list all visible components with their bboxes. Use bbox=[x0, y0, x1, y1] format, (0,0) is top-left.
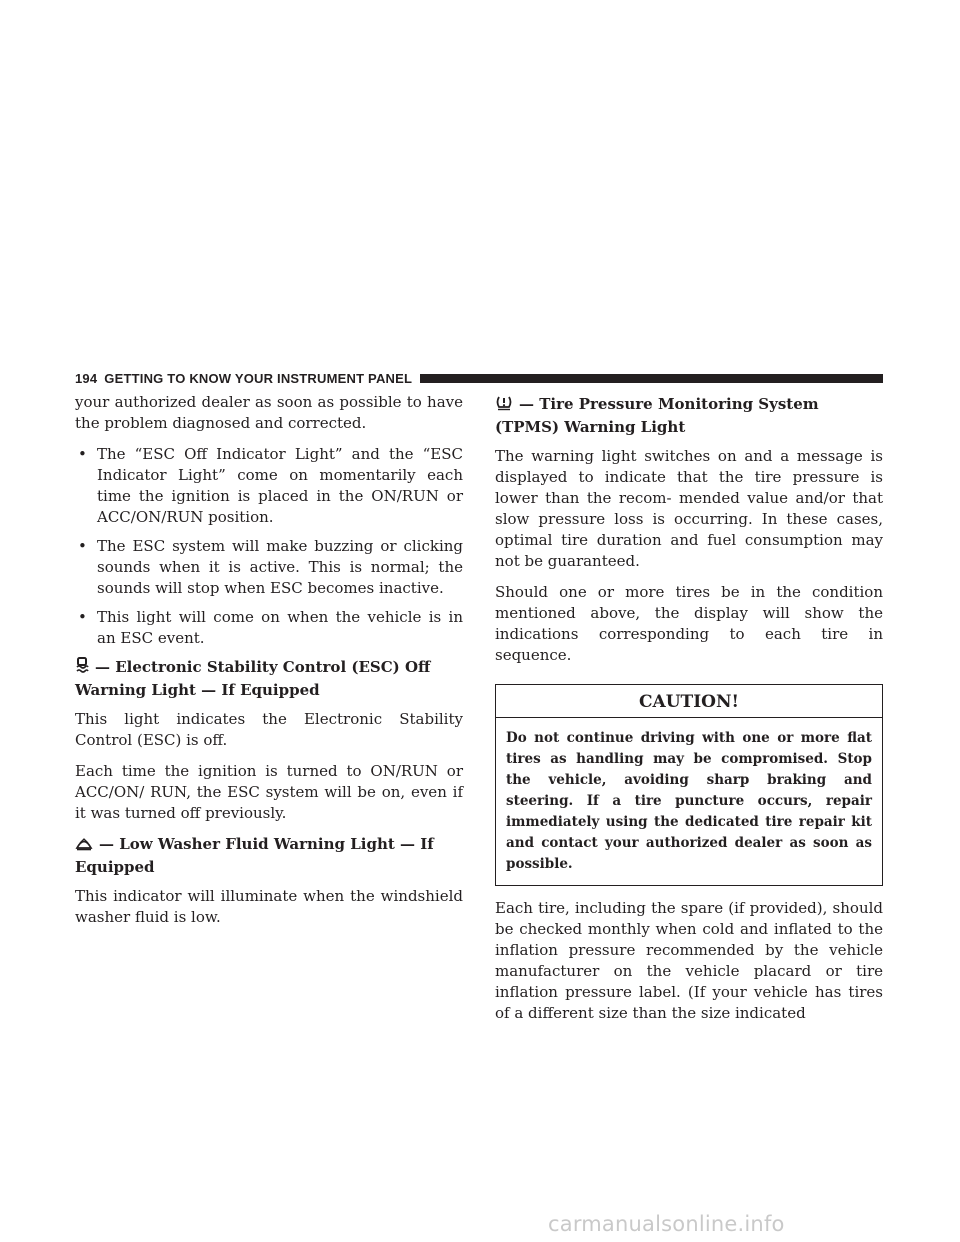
caution-text: Do not continue driving with one or more flat tires as handling may be compromised. Stop the vehicle, avoiding sharp braking and steering. If a tire puncture occurs, repair immediately using the dedicated tire repair kit and contact your authorized dealer as soon as possible. bbox=[506, 730, 872, 872]
esc-off-heading-text: — Electronic Stability Control (ESC) Off Warning Light — If Equipped bbox=[75, 658, 431, 699]
washer-fluid-icon bbox=[75, 836, 93, 857]
page-header bbox=[75, 370, 883, 386]
tpms-heading-text: — Tire Pressure Monitoring System (TPMS) Warning Light bbox=[495, 395, 819, 436]
watermark: carmanualsonline.info bbox=[548, 1212, 785, 1236]
tpms-paragraph: The warning light switches on and a message is displayed to indicate that the tire pressure is lower than the recom- mended value and/or that slow pressure loss is occurring. In these cases, optimal tire duration and fuel consumption may not be guaranteed. bbox=[495, 447, 883, 570]
esc-off-paragraph: Each time the ignition is turned to ON/RUN or ACC/ON/ RUN, the ESC system will be on, even if it was turned off previously. bbox=[75, 762, 463, 822]
list-item: • The “ESC Off Indicator Light” and the “ESC Indicator Light” come on momentarily each time the ignition is placed in the ON/RUN or ACC/ON/RUN position. bbox=[78, 445, 463, 526]
washer-heading-text: — Low Washer Fluid Warning Light — If Equipped bbox=[75, 835, 434, 876]
tpms-paragraph: Each tire, including the spare (if provided), should be checked monthly when cold and inflated to the inflation pressure recommended by the vehicle manufacturer on the vehicle placard or tire inflation pressure label. (If your vehicle has tires of a different size than the size indicated bbox=[495, 899, 883, 1022]
bullet-text: The ESC system will make buzzing or clicking sounds when it is active. This is normal; the sounds will stop when ESC becomes inactive. bbox=[97, 537, 463, 597]
tpms-paragraph: Should one or more tires be in the condition mentioned above, the display will show the indications corresponding to each tire in sequence. bbox=[495, 583, 883, 664]
section-title: GETTING TO KNOW YOUR INSTRUMENT PANEL bbox=[104, 370, 413, 386]
list-item: • This light will come on when the vehicle is in an ESC event. bbox=[78, 608, 463, 647]
list-item: • The ESC system will make buzzing or clicking sounds when it is active. This is normal; the sounds will stop when ESC becomes inactive. bbox=[78, 537, 463, 597]
bullet-text: This light will come on when the vehicle is in an ESC event. bbox=[97, 608, 463, 647]
left-column bbox=[75, 392, 463, 928]
esc-off-heading bbox=[75, 657, 463, 701]
washer-heading bbox=[75, 834, 463, 878]
intro-paragraph: your authorized dealer as soon as possible to have the problem diagnosed and corrected. bbox=[75, 393, 463, 432]
caution-box bbox=[495, 684, 883, 886]
esc-bullet-list bbox=[75, 444, 463, 649]
bullet-text: The “ESC Off Indicator Light” and the “ESC Indicator Light” come on momentarily each time the ignition is placed in the ON/RUN or ACC/ON/RUN position. bbox=[97, 445, 463, 526]
tpms-icon bbox=[495, 395, 513, 417]
washer-paragraph: This indicator will illuminate when the windshield washer fluid is low. bbox=[75, 887, 463, 926]
header-rule bbox=[420, 374, 883, 383]
esc-off-paragraph: This light indicates the Electronic Stability Control (ESC) is off. bbox=[75, 710, 463, 749]
right-column bbox=[495, 392, 883, 1024]
tpms-heading bbox=[495, 394, 883, 438]
page-number: 194 bbox=[75, 370, 98, 386]
esc-off-icon bbox=[75, 657, 89, 680]
caution-title: CAUTION! bbox=[496, 685, 882, 718]
